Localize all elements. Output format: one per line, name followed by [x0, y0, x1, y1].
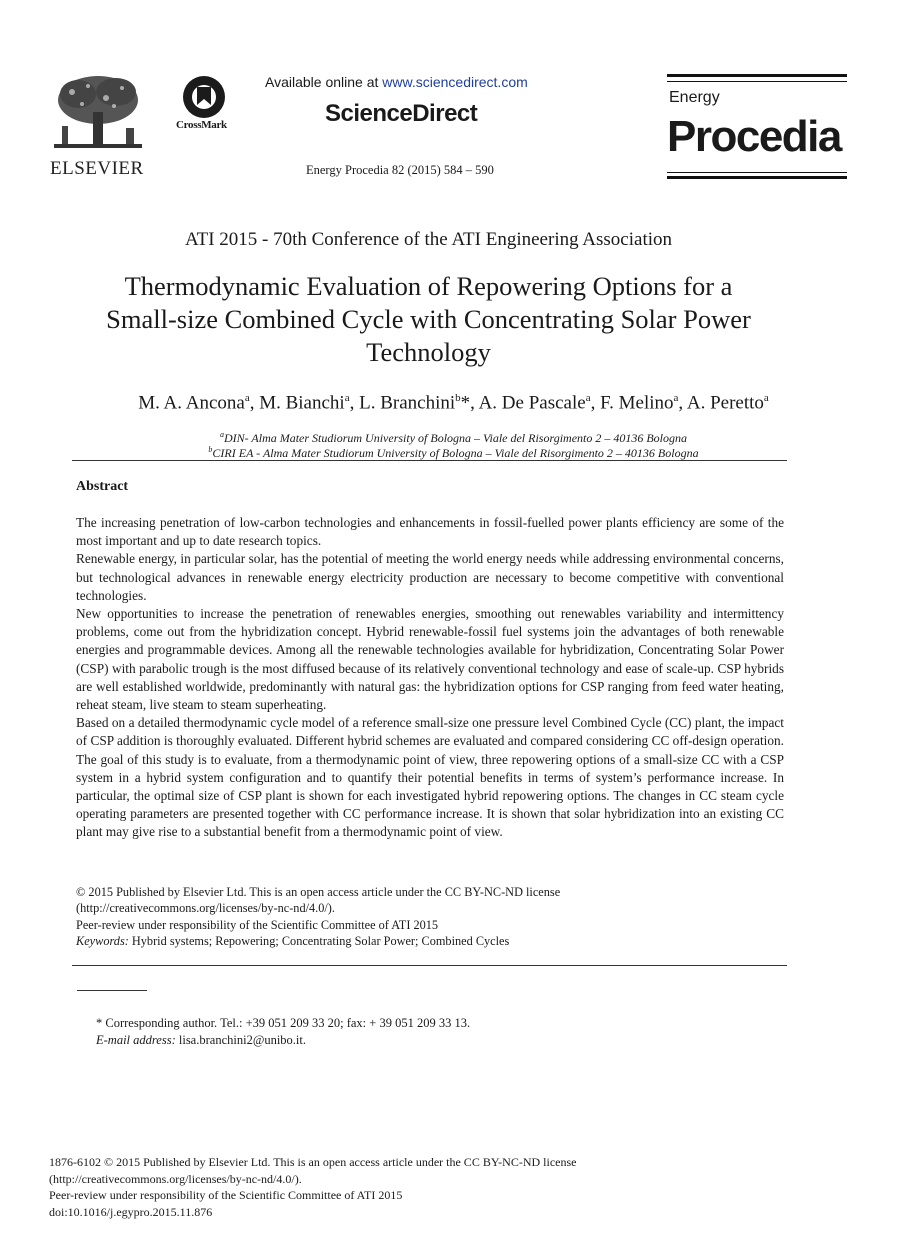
journal-reference: Energy Procedia 82 (2015) 584 – 590: [306, 163, 494, 177]
logo-rule-bottom-thin: [667, 172, 847, 173]
energy-procedia-logo: [667, 74, 847, 181]
author-affil-mark: a: [673, 392, 679, 404]
author-name: A. Peretto: [686, 392, 764, 414]
abstract-body: [76, 514, 784, 842]
affiliation-text: DIN- Alma Mater Studiorum University of Bologna – Viale del Risorgimento 2 – 40136 Bologna: [223, 431, 688, 445]
bottom-peer-review: Peer-review under responsibility of the Scientific Committee of ATI 2015: [49, 1188, 403, 1202]
issn-line: 1876-6102 © 2015 Published by Elsevier Ltd. This is an open access article under the CC BY-NC-ND license: [49, 1155, 577, 1169]
title-line-1: Thermodynamic Evaluation of Repowering Options for a: [124, 271, 733, 301]
divider-top: [72, 460, 787, 461]
author-name: L. Branchini: [359, 392, 456, 414]
author-name: A. De Pascale: [478, 392, 586, 414]
title-line-3: Technology: [366, 337, 491, 367]
author-name: M. Bianchi: [259, 392, 345, 414]
author-name: M. A. Ancona: [138, 392, 245, 414]
author-affil-mark: a: [763, 392, 769, 404]
abstract-paragraph: The increasing penetration of low-carbon technologies and enhancements in fossil-fuelled power plants efficiency are some of the most important and up to date research topics.: [76, 515, 784, 549]
abstract-paragraph: New opportunities to increase the penetration of renewables energies, smoothing out renewables variability and intermittency problems, come out from the hybridization concept. Hybrid renewable-fossil fuel systems join the advantages of both renewable energies and programmable devices. Among all the renewable technologies available for hybridization, Concentrating Solar Power (CSP) with parabolic trough is the most diffused because of its relatively conventional technology and ease of scale-up. CSP hybrids are well established worldwide, predominantly with natural gas: the hybridization options for CSP ranging from feed water heating, reheat steam, live steam to steam superheating.: [76, 606, 784, 713]
conference-name: ATI 2015 - 70th Conference of the ATI Engineering Association: [184, 229, 673, 250]
journal-small-word: Energy: [669, 89, 720, 106]
affiliation-a: [0, 430, 907, 446]
sciencedirect-logo: ScienceDirect: [325, 100, 478, 127]
author-affil-mark: a: [244, 392, 250, 404]
author-separator: ,: [249, 392, 260, 414]
publisher-name: ELSEVIER: [50, 158, 144, 179]
bottom-info: [49, 1154, 576, 1220]
author-separator: ,: [678, 392, 687, 414]
logo-rule-top: [667, 74, 847, 77]
affiliation-b: [0, 445, 907, 461]
crossmark-label: CrossMark: [176, 119, 227, 131]
license-link[interactable]: (http://creativecommons.org/licenses/by-nc-nd/4.0/).: [76, 901, 335, 916]
author-affil-mark: b: [455, 392, 461, 404]
divider-bottom: [72, 965, 787, 966]
email-address[interactable]: lisa.branchini2@unibo.it.: [175, 1033, 306, 1047]
email-label: E-mail address:: [96, 1033, 176, 1047]
email-line: [96, 1032, 470, 1049]
available-online-prefix: Available online at: [265, 74, 383, 90]
affiliation-mark: a: [219, 430, 224, 439]
footnote: [96, 1015, 470, 1049]
corresponding-author: * Corresponding author. Tel.: +39 051 209 33 20; fax: + 39 051 209 33 13.: [96, 1016, 471, 1030]
corresponding-mark: *: [460, 392, 471, 414]
sciencedirect-link[interactable]: www.sciencedirect.com: [382, 74, 528, 90]
journal-big-word: Procedia: [667, 112, 841, 161]
keywords-line: [76, 933, 784, 949]
logo-rule-top-thin: [667, 81, 847, 82]
abstract-heading: Abstract: [76, 479, 129, 494]
logo-rule-bottom: [667, 176, 847, 179]
affiliation-mark: b: [208, 445, 213, 454]
keywords-text: Hybrid systems; Repowering; Concentrating Solar Power; Combined Cycles: [128, 933, 510, 948]
copyright-line: © 2015 Published by Elsevier Ltd. This is an open access article under the CC BY-NC-ND license: [76, 885, 561, 899]
affiliation-text: CIRI EA - Alma Mater Studiorum University of Bologna – Viale del Risorgimento 2 – 40136 Bologna: [212, 446, 699, 460]
doi[interactable]: doi:10.1016/j.egypro.2015.11.876: [49, 1204, 213, 1219]
author-separator: ,: [590, 392, 601, 414]
bottom-license-link[interactable]: (http://creativecommons.org/licenses/by-nc-nd/4.0/).: [49, 1171, 302, 1186]
keywords-label: Keywords:: [76, 933, 129, 948]
author-list: [0, 392, 907, 414]
abstract-paragraph: Based on a detailed thermodynamic cycle model of a reference small-size one pressure level Combined Cycle (CC) plant, the impact of CSP addition is thoroughly evaluated. Different hybrid schemes are evaluated and compared considering CC off-design operation. The goal of this study is to evaluate, from a thermodynamic point of view, three repowering options of a small-size CC with a CSP system in a hybrid system configuration and to quantify their potential benefits in terms of system’s performance increase. In particular, the optimal size of CSP plant is shown for each investigated hybrid repowering options. The changes in CC steam cycle operating parameters are presented together with CC performance increase. It is shown that solar hybridization into an existing CC plant may give rise to a substantial benefit from a thermodynamic point of view.: [76, 715, 784, 840]
available-online: [265, 74, 528, 90]
author-affil-mark: a: [344, 392, 350, 404]
author-separator: ,: [349, 392, 360, 414]
title-line-2: Small-size Combined Cycle with Concentrating Solar Power: [106, 304, 751, 334]
author-affil-mark: a: [585, 392, 591, 404]
paper-title: [60, 270, 797, 369]
abstract-paragraph: Renewable energy, in particular solar, has the potential of meeting the world energy needs while addressing environmental concerns, but technological advances in renewable energy electricity production are necessary to become competitive with conventional technologies.: [76, 551, 784, 603]
article-meta: [76, 884, 784, 949]
footnote-rule: [77, 990, 147, 991]
author-name: F. Melino: [600, 392, 674, 414]
author-separator: ,: [470, 392, 479, 414]
peer-review-line: Peer-review under responsibility of the Scientific Committee of ATI 2015: [76, 917, 439, 932]
